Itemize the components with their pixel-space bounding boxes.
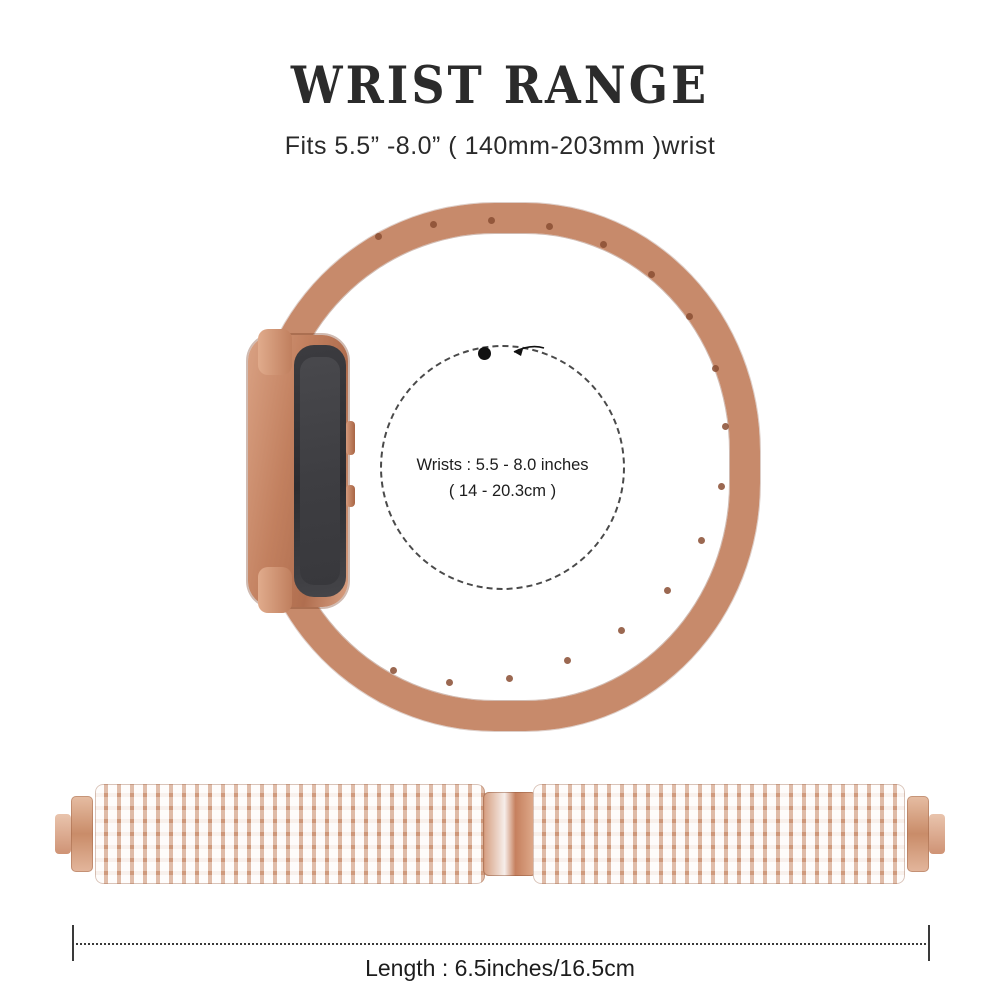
bracelet-connector-right [907,796,929,872]
bracelet-segment-right [533,784,905,884]
bracelet-end-tip-left [55,814,71,854]
link-pin [546,223,553,230]
watch-screen [294,345,346,597]
link-pin [648,271,655,278]
watch-lug-bottom [258,567,292,613]
link-pin [722,423,729,430]
wrist-size-line-2: ( 14 - 20.3cm ) [448,481,557,500]
link-pin [446,679,453,686]
measure-dotted-line [72,943,930,945]
link-pin [712,365,719,372]
link-pin [618,627,625,634]
page-title: WRIST RANGE [290,54,710,116]
bracelet-connector-left [71,796,93,872]
link-pin [600,241,607,248]
bracelet-segment-left [95,784,485,884]
link-pin [430,221,437,228]
link-pin [686,313,693,320]
link-pin [718,483,725,490]
wrist-size-line-1: Wrists : 5.5 - 8.0 inches [416,456,589,474]
fit-range-subtitle: Fits 5.5” -8.0” ( 140mm-203mm )wrist [284,132,716,160]
callout-arrow-icon [510,343,546,365]
length-label: Length : 6.5inches/16.5cm [365,955,635,981]
watch-loop-illustration [230,195,790,740]
link-pin [664,587,671,594]
link-pin [375,233,382,240]
bracelet-clasp [483,792,537,876]
bracelet-end-tip-right [929,814,945,854]
watch-screen-glass [300,357,340,585]
link-pin [390,667,397,674]
bracelet-flat-view [55,770,945,898]
wrist-marker-dot [478,347,491,360]
link-pin [564,657,571,664]
link-pin [506,675,513,682]
link-pin [488,217,495,224]
watch-case [248,335,348,607]
watch-side-button [346,485,355,507]
wrist-size-label [380,453,625,504]
watch-crown [346,421,355,455]
link-pin [698,537,705,544]
watch-lug-top [258,329,292,375]
